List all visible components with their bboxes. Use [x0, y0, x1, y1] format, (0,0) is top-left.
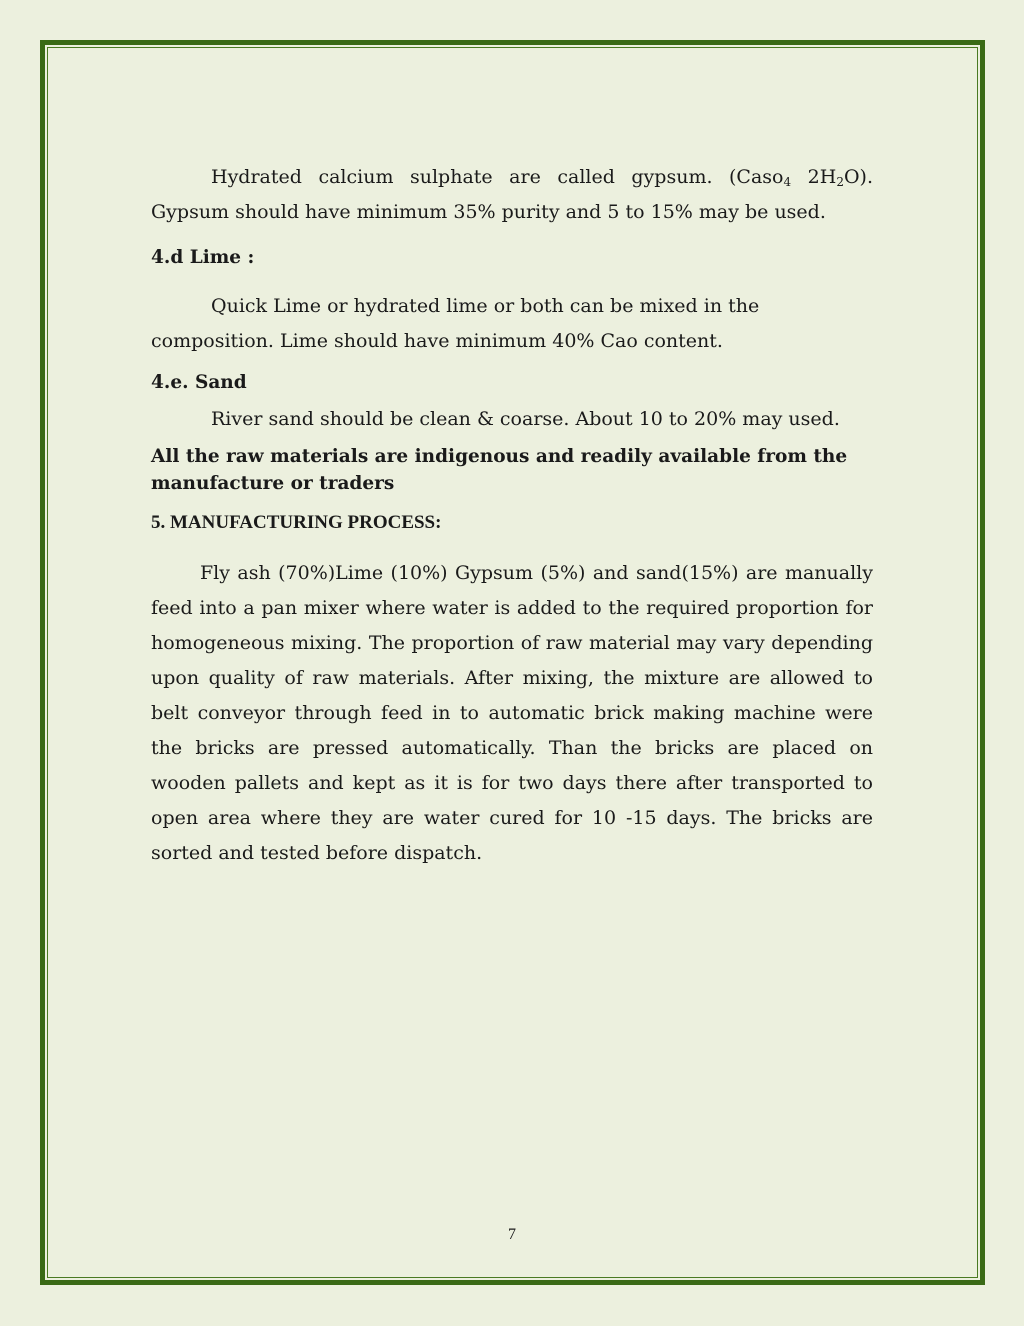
sand-heading: 4.e. Sand — [151, 372, 247, 393]
manufacturing-process-heading: 5. MANUFACTURING PROCESS: — [151, 512, 442, 533]
gypsum-subscript-4: 4 — [783, 175, 792, 189]
gypsum-text-end: O). Gypsum should have minimum 35% purity and 5 to 15% may be used. — [151, 166, 873, 223]
gypsum-subscript-2: 2 — [836, 175, 844, 189]
sand-paragraph: River sand should be clean & coarse. About 10 to 20% may used. — [211, 408, 840, 430]
page-number: 7 — [508, 1226, 516, 1243]
lime-heading: 4.d Lime : — [151, 247, 255, 268]
gypsum-text-mid: 2H — [791, 166, 837, 188]
gypsum-text-start: Hydrated calcium sulphate are called gypsum. (Caso — [211, 166, 784, 188]
availability-note: All the raw materials are indigenous and readily available from the manufacture or traders — [151, 446, 848, 494]
lime-paragraph: Quick Lime or hydrated lime or both can be mixed in the composition. Lime should have minimum 40% Cao content. — [151, 295, 760, 352]
page-content — [151, 160, 873, 871]
manufacturing-process-paragraph: Fly ash (70%)Lime (10%) Gypsum (5%) and sand(15%) are manually feed into a pan mixer where water is added to the required proportion for homogeneous mixing. The proportion of raw material may vary depending upon quality of raw materials. After mixing, the mixture are allowed to belt conveyor through feed in to automatic brick making machine were the bricks are pressed automatically. Than the bricks are placed on wooden pallets and kept as it is for two days there after transported to open area where they are water cured for 10 -15 days. The bricks are sorted and tested before dispatch. — [151, 562, 873, 864]
gypsum-paragraph — [151, 160, 873, 230]
